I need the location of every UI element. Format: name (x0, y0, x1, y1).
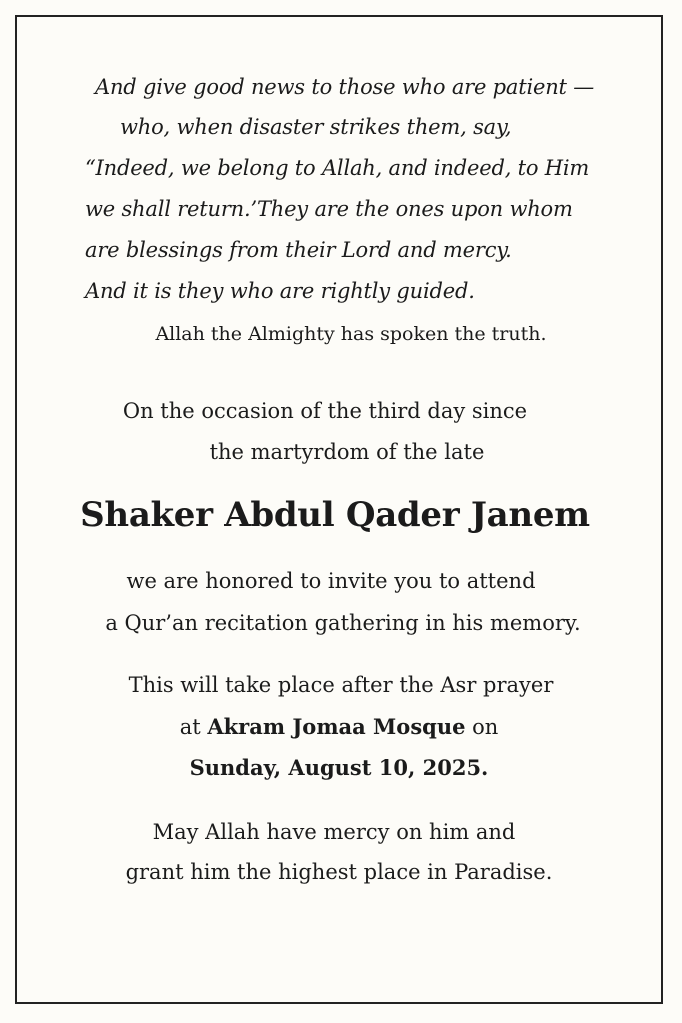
verse-attribution: Allah the Almighty has spoken the truth. (155, 323, 547, 345)
event-location-line (17, 714, 661, 739)
event-line-1: This will take place after the Asr prayer (128, 673, 554, 697)
occasion-line-2: the martyrdom of the late (209, 440, 485, 464)
verse-line-5: are blessings from their Lord and mercy. (85, 238, 512, 262)
event-at-prefix: at (179, 715, 208, 739)
invitation-line-2: a Qur’an recitation gathering in his memory. (105, 611, 581, 635)
event-date: Sunday, August 10, 2025. (189, 755, 489, 780)
verse-line-3: “Indeed, we belong to Allah, and indeed, to Him (85, 156, 590, 180)
deceased-name: Shaker Abdul Qader Janem (80, 495, 590, 535)
invitation-card (15, 15, 663, 1004)
verse-line-2: who, when disaster strikes them, say, (120, 115, 512, 139)
verse-line-1: And give good news to those who are patient — (95, 75, 595, 99)
verse-line-6: And it is they who are rightly guided. (85, 279, 475, 303)
event-location: Akram Jomaa Mosque (207, 714, 466, 739)
verse-line-4: we shall return.’They are the ones upon whom (85, 197, 573, 221)
event-on-suffix: on (465, 715, 499, 739)
prayer-line-2: grant him the highest place in Paradise. (125, 860, 553, 884)
prayer-line-1: May Allah have mercy on him and (152, 820, 516, 844)
invitation-line-1: we are honored to invite you to attend (126, 569, 536, 593)
occasion-line-1: On the occasion of the third day since (122, 399, 528, 423)
